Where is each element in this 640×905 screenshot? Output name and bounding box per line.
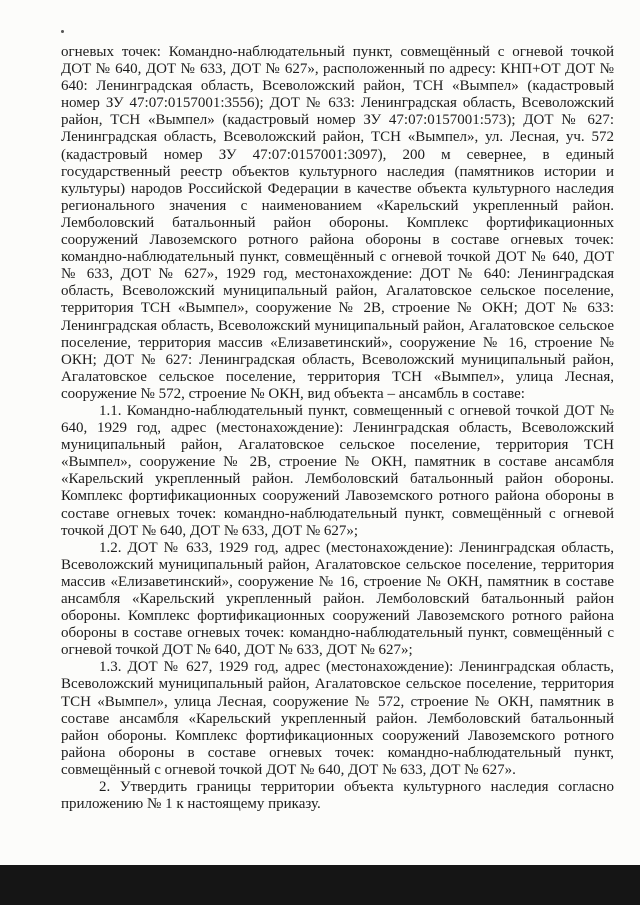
document-body xyxy=(61,44,614,813)
item-1-3-paragraph: 1.3. ДОТ № 627, 1929 год, адрес (местонахождение): Ленинградская область, Всеволожский муниципальный район, Агалатовское сельское поселение, территория ТСН «Вымпел», улица Лесная, сооружение № 572, строение № ОКН, памятник в составе ансамбля «Карельский укрепленный район. Лемболовский батальонный район обороны. Комплекс фортификационных сооружений Лавоземского ротного района обороны в составе огневых точек: командно-наблюдательный пункт, совмещённый с огневой точкой ДОТ № 640, ДОТ № 633, ДОТ № 627». xyxy=(61,659,614,778)
intro-paragraph: огневых точек: Командно-наблюдательный пункт, совмещённый с огневой точкой ДОТ № 640, ДОТ № 633, ДОТ № 627», расположенный по адресу: КНП+ОТ ДОТ № 640: Ленинградская область, Всеволожский район, ТСН «Вымпел» (кадастровый номер ЗУ 47:07:0157001:3556); ДОТ № 633: Ленинградская область, Всеволожский район, ТСН «Вымпел» (кадастровый номер ЗУ 47:07:0157001:573); ДОТ № 627: Ленинградская область, Всеволожский район, ТСН «Вымпел», ул. Лесная, уч. 572 (кадастровый номер ЗУ 47:07:0157001:3097), 200 м севернее, в единый государственный реестр объектов культурного наследия (памятников истории и культуры) народов Российской Федерации в качестве объекта культурного наследия регионального значения с наименованием «Карельский укрепленный район. Лемболовский батальонный район обороны. Комплекс фортификационных сооружений Лавоземского ротного района обороны в составе огневых точек: командно-наблюдательный пункт, совмещённый с огневой точкой ДОТ № 640, ДОТ № 633, ДОТ № 627», 1929 год, местонахождение: ДОТ № 640: Ленинградская область, Всеволожский муниципальный район, Агалатовское сельское поселение, территория ТСН «Вымпел», сооружение № 2В, строение № ОКН; ДОТ № 633: Ленинградская область, Всеволожский муниципальный район, Агалатовское сельское поселение, территория массив «Елизаветинский», сооружение № 16, строение № ОКН; ДОТ № 627: Ленинградская область, Всеволожский муниципальный район, Агалатовское сельское поселение, территория ТСН «Вымпел», улица Лесная, сооружение № 572, строение № ОКН, вид объекта – ансамбль в составе: xyxy=(61,44,614,402)
item-2-paragraph: 2. Утвердить границы территории объекта культурного наследия согласно приложению № 1 к настоящему приказу. xyxy=(61,779,614,813)
scanner-border xyxy=(0,865,640,905)
scan-artifact xyxy=(61,30,64,33)
item-1-2-paragraph: 1.2. ДОТ № 633, 1929 год, адрес (местонахождение): Ленинградская область, Всеволожский муниципальный район, Агалатовское сельское поселение, территория массив «Елизаветинский», сооружение № 16, строение № ОКН, памятник в составе ансамбля «Карельский укрепленный район. Лемболовский батальонный район обороны. Комплекс фортификационных сооружений Лавоземского ротного района обороны в составе огневых точек: командно-наблюдательный пункт, совмещённый с огневой точкой ДОТ № 640, ДОТ № 633, ДОТ № 627»; xyxy=(61,539,614,659)
item-1-1-paragraph: 1.1. Командно-наблюдательный пункт, совмещенный с огневой точкой ДОТ № 640, 1929 год, адрес (местонахождение): Ленинградская область, Всеволожский муниципальный район, Агалатовское сельское поселение, территория ТСН «Вымпел», сооружение № 2В, строение № ОКН, памятник в составе ансамбля «Карельский укрепленный район. Лемболовский батальонный район обороны. Комплекс фортификационных сооружений Лавоземского ротного района обороны в составе огневых точек: командно-наблюдательный пункт, совмещённый с огневой точкой ДОТ № 640, ДОТ № 633, ДОТ № 627»; xyxy=(61,402,614,539)
